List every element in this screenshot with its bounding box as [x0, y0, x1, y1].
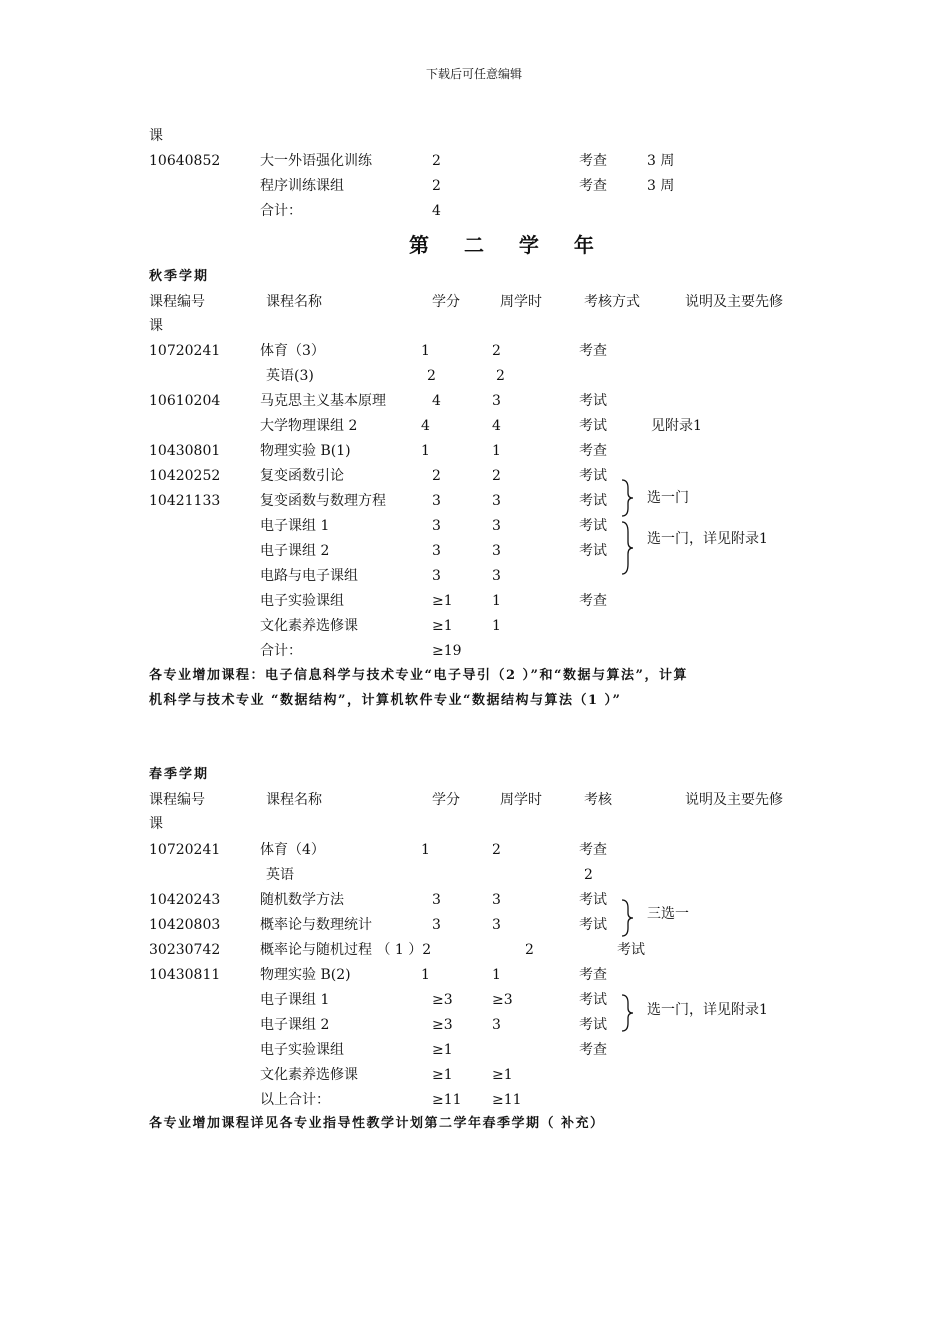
course-code: 10430811 [149, 967, 221, 983]
header-credit: 学分 [432, 792, 460, 808]
header-exam: 考核方式 [584, 294, 640, 310]
course-credit: 1 [421, 343, 430, 359]
course-code: 10420803 [149, 917, 221, 933]
course-code: 10420252 [149, 468, 221, 484]
course-duration: 3 周 [647, 178, 675, 194]
course-credit: 2 [432, 468, 441, 484]
header-wrap: 课 [149, 816, 163, 832]
total-credit: ≥19 [432, 643, 462, 659]
course-exam: 考试 [579, 992, 607, 1008]
course-credit: 3 [432, 568, 441, 584]
course-hours: 3 [492, 917, 501, 933]
brace-note: 选一门，详见附录1 [647, 531, 768, 547]
course-hours: 2 [492, 842, 501, 858]
course-name: 物理实验 B(1) [260, 443, 351, 459]
course-hours: 2 [496, 368, 505, 384]
course-code: 10610204 [149, 393, 221, 409]
brace-icon [620, 478, 634, 518]
course-code: 10640852 [149, 153, 221, 169]
header-hours: 周学时 [500, 294, 542, 310]
course-code: 10420243 [149, 892, 221, 908]
header-wrap: 课 [149, 318, 163, 334]
course-name: 随机数学方法 [260, 892, 344, 908]
course-name: 大学物理课组 2 [260, 418, 358, 434]
header-name: 课程名称 [266, 792, 322, 808]
header-note: 说明及主要先修 [685, 792, 783, 808]
course-exam: 考查 [579, 967, 607, 983]
course-exam: 考试 [579, 892, 607, 908]
course-credit: ≥3 [432, 1017, 453, 1033]
course-name: 电子实验课组 [260, 593, 344, 609]
course-name: 程序训练课组 [260, 178, 344, 194]
course-code: 30230742 [149, 942, 221, 958]
header-note: 说明及主要先修 [685, 294, 783, 310]
course-exam: 考查 [579, 153, 607, 169]
total-label: 合计： [260, 643, 302, 659]
brace-icon [620, 993, 634, 1033]
brace-icon [620, 520, 634, 576]
header-code: 课程编号 [149, 294, 205, 310]
course-note: 见附录1 [651, 418, 702, 434]
course-hours: 1 [492, 967, 501, 983]
course-hours: 3 [492, 393, 501, 409]
total-label: 合计： [260, 203, 302, 219]
course-name: 概率论与数理统计 [260, 917, 372, 933]
page-header: 下载后可任意编辑 [426, 67, 523, 81]
year-title: 第 二 学 年 [409, 233, 608, 257]
autumn-title: 秋季学期 [149, 269, 210, 284]
course-name: 英语 [266, 867, 294, 883]
course-code: 10720241 [149, 343, 221, 359]
course-name: 体育（4） [260, 842, 325, 858]
course-hours: 2 [492, 468, 501, 484]
course-name: 文化素养选修课 [260, 618, 358, 634]
brace-icon [620, 898, 634, 938]
course-credit: 2 [427, 368, 436, 384]
course-name: 概率论与随机过程 （ 1 ）2 [260, 942, 432, 958]
course-exam: 考试 [579, 543, 607, 559]
course-credit: 4 [421, 418, 430, 434]
course-hours: 1 [492, 443, 501, 459]
brace-note: 选一门 [647, 490, 689, 506]
course-credit: 1 [421, 967, 430, 983]
course-name: 大一外语强化训练 [260, 153, 372, 169]
course-credit: 3 [432, 917, 441, 933]
course-exam: 考查 [579, 443, 607, 459]
course-credit: ≥1 [432, 1067, 453, 1083]
course-exam: 考查 [579, 178, 607, 194]
course-hours: 3 [492, 892, 501, 908]
header-exam: 考核 [584, 792, 612, 808]
total-credit: ≥11 [432, 1092, 462, 1108]
autumn-extra-line1: 各专业增加课程：电子信息科学与技术专业“电子导引（2 ）”和“数据与算法”，计算 [149, 668, 688, 683]
header-credit: 学分 [432, 294, 460, 310]
course-hours: 3 [492, 543, 501, 559]
course-credit: 1 [421, 842, 430, 858]
course-name: 体育（3） [260, 343, 325, 359]
header-hours: 周学时 [500, 792, 542, 808]
course-credit: 3 [432, 543, 441, 559]
course-hours: 3 [492, 493, 501, 509]
wrap-text: 课 [149, 128, 163, 144]
total-label: 以上合计： [260, 1092, 330, 1108]
course-exam: 考试 [579, 468, 607, 484]
course-credit: ≥1 [432, 593, 453, 609]
course-name: 电子课组 2 [260, 1017, 330, 1033]
course-name: 电路与电子课组 [260, 568, 358, 584]
course-credit: 3 [432, 493, 441, 509]
course-credit: ≥3 [432, 992, 453, 1008]
course-exam: 2 [584, 867, 593, 883]
course-exam: 考试 [579, 518, 607, 534]
course-hours: 4 [492, 418, 501, 434]
course-exam: 考试 [579, 418, 607, 434]
course-hours: ≥1 [492, 1067, 513, 1083]
course-exam: 考试 [579, 917, 607, 933]
course-name: 电子课组 1 [260, 518, 330, 534]
course-exam: 考试 [617, 942, 645, 958]
header-name: 课程名称 [266, 294, 322, 310]
course-exam: 考试 [579, 393, 607, 409]
course-name: 物理实验 B(2) [260, 967, 351, 983]
course-name: 马克思主义基本原理 [260, 393, 386, 409]
total-credit: 4 [432, 203, 441, 219]
course-code: 10421133 [149, 493, 221, 509]
course-credit: ≥1 [432, 1042, 453, 1058]
course-name: 英语(3) [266, 368, 314, 384]
course-code: 10430801 [149, 443, 221, 459]
course-code: 10720241 [149, 842, 221, 858]
course-credit: 2 [432, 178, 441, 194]
course-exam: 考试 [579, 493, 607, 509]
course-exam: 考试 [579, 1017, 607, 1033]
spring-extra-line: 各专业增加课程详见各专业指导性教学计划第二学年春季学期（ 补充） [149, 1116, 605, 1131]
course-hours: ≥3 [492, 992, 513, 1008]
course-exam: 考查 [579, 842, 607, 858]
course-name: 复变函数引论 [260, 468, 344, 484]
course-hours: 3 [492, 1017, 501, 1033]
course-exam: 考查 [579, 343, 607, 359]
spring-title: 春季学期 [149, 767, 210, 782]
autumn-extra-line2: 机科学与技术专业 “数据结构”，计算机软件专业“数据结构与算法（1 ）” [149, 693, 622, 708]
course-hours: 2 [492, 343, 501, 359]
course-name: 电子课组 1 [260, 992, 330, 1008]
brace-note: 选一门，详见附录1 [647, 1002, 768, 1018]
course-exam: 考查 [579, 593, 607, 609]
course-hours: 1 [492, 618, 501, 634]
course-credit: 2 [432, 153, 441, 169]
course-hours: 2 [525, 942, 534, 958]
course-hours: 3 [492, 518, 501, 534]
course-credit: 4 [432, 393, 441, 409]
brace-note: 三选一 [647, 906, 689, 922]
course-name: 文化素养选修课 [260, 1067, 358, 1083]
course-hours: 1 [492, 593, 501, 609]
course-credit: ≥1 [432, 618, 453, 634]
course-name: 电子课组 2 [260, 543, 330, 559]
course-exam: 考查 [579, 1042, 607, 1058]
course-hours: 3 [492, 568, 501, 584]
total-hours: ≥11 [492, 1092, 522, 1108]
course-name: 电子实验课组 [260, 1042, 344, 1058]
course-credit: 3 [432, 518, 441, 534]
course-credit: 3 [432, 892, 441, 908]
course-credit: 1 [421, 443, 430, 459]
course-duration: 3 周 [647, 153, 675, 169]
header-code: 课程编号 [149, 792, 205, 808]
course-name: 复变函数与数理方程 [260, 493, 386, 509]
